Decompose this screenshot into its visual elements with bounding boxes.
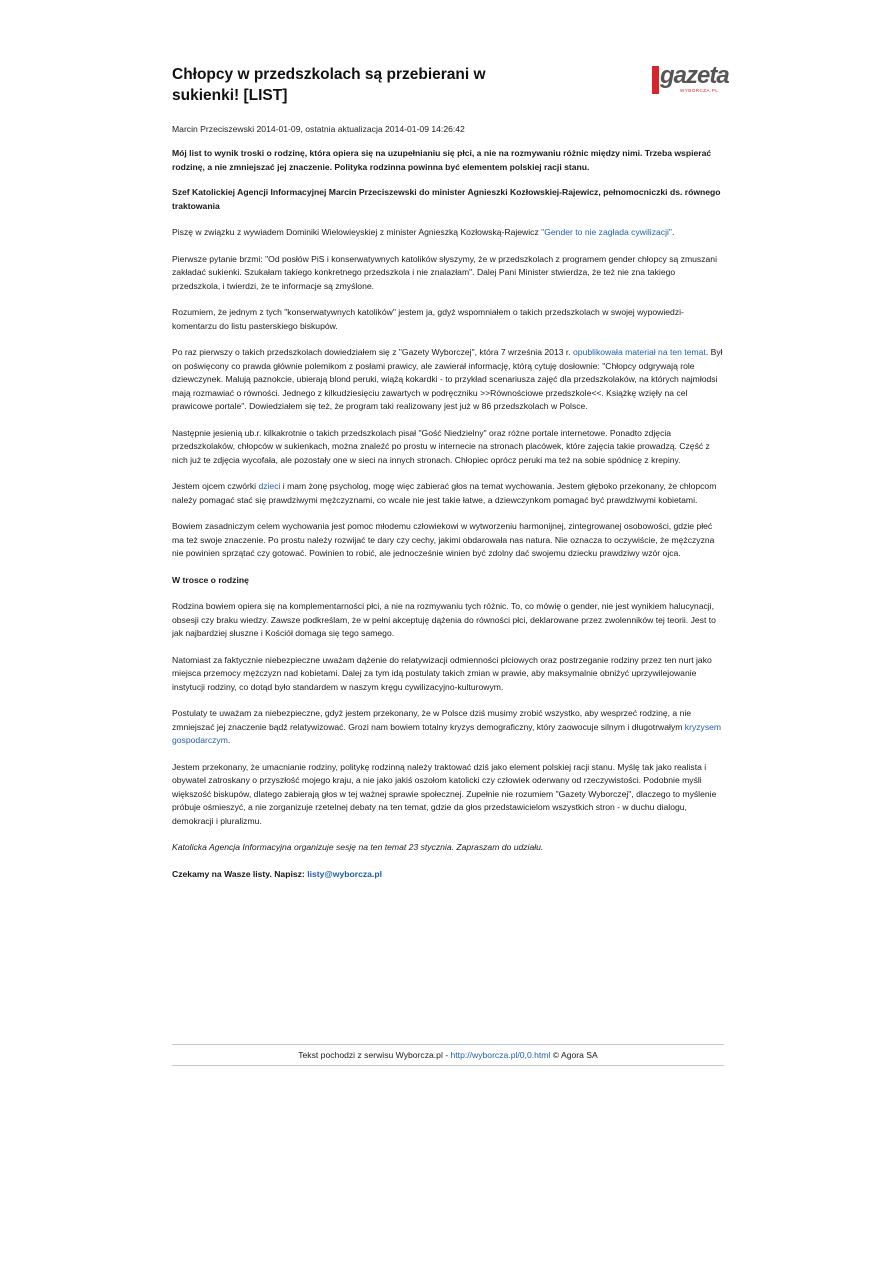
section-heading: W trosce o rodzinę bbox=[172, 574, 249, 585]
p4-text-a: Po raz pierwszy o takich przedszkolach dowiedziałem się z "Gazety Wyborczej", która 7 września 2013 r. bbox=[172, 347, 574, 357]
p10-link[interactable]: kryzysem gospodarczym bbox=[172, 721, 722, 745]
footer bbox=[172, 1044, 724, 1066]
p4-link[interactable]: opublikowała materiał na ten temat bbox=[573, 347, 706, 357]
article-meta: Marcin Przeciszewski 2014-01-09, ostatnia aktualizacja 2014-01-09 14:26:42 bbox=[172, 124, 465, 134]
p6-link[interactable]: dzieci bbox=[258, 481, 281, 491]
gazeta-logo[interactable] bbox=[652, 62, 729, 96]
logo-bar bbox=[652, 66, 659, 94]
logo-word: gazeta bbox=[660, 62, 729, 89]
closing-bold-b: . Napisz: bbox=[269, 868, 308, 879]
article bbox=[172, 62, 729, 881]
paragraph-7: Bowiem zasadniczym celem wychowania jest pomoc młodemu człowiekowi w wytworzeniu harmonijnej, zintegrowanej osobowości, gdzie płeć ma też swoje znaczenie. Po prostu należy rozwijać te dary czy cechy, jakimi obdarowała nas natura. Nie oznacza to oczywiście, że mężczyzna nie powinien sprzątać czy gotować. Powinien to robić, ale jednocześnie winien być zdolny dać swojemu dziecku prawdziwy wzór ojca. bbox=[172, 521, 715, 558]
paragraph-4 bbox=[172, 346, 724, 414]
paragraph-11: Jestem przekonany, że umacnianie rodziny, politykę rodzinną należy traktować dziś jako element polskiej racji stanu. Myślę tak jako realista i obywatel zatroskany o przyszłość mojego kraju, a nie jako jakiś oszołom katolicki czy człowiek oderwany od rzeczywistości. Podobnie myśli większość biskupów, dlatego zabierają głos w tej ważnej sprawie społecznej. Zupełnie nie rozumiem "Gazety Wyborczej", dlaczego to myślenie próbuje ośmieszyć, a nie zorganizuje rzetelnej debaty na ten temat, gdzie da głos przedstawicielom wszystkich stron - w duchu dialogu, demokracji i pluralizmu. bbox=[172, 761, 717, 826]
paragraph-3: Rozumiem, że jednym z tych "konserwatywnych katolików" jestem ja, gdyż wspomniałem o takich przedszkolach w swojej wypowiedzi-komentarzu do listu pasterskiego biskupów. bbox=[172, 307, 684, 331]
closing-line bbox=[172, 868, 724, 882]
paragraph-9: Natomiast za faktycznie niebezpieczne uważam dążenie do relatywizacji odmienności płciowych oraz postrzeganie rodziny przez ten nurt jako miejsca przemocy mężczyzn nad kobietami. Dalej za tym idą postulaty takich zmian w prawie, aby maksymalnie obniżyć uprzywilejowanie instytucji rodziny, co dotąd było standardem w naszym kręgu cywilizacyjno-kulturowym. bbox=[172, 654, 712, 692]
email-link[interactable]: listy@wyborcza.pl bbox=[307, 868, 382, 879]
footer-text-b: © Agora SA bbox=[550, 1050, 598, 1060]
p10-text-b: . bbox=[227, 735, 231, 745]
article-lead: Mój list to wynik troski o rodzinę, która opiera się na uzupełnianiu się płci, a nie na rozmywaniu różnic między nimi. Trzeba wspierać rodzinę, a nie zmniejszać jej znaczenie. Polityka rodzinna powinna być elementem polskiej racji stanu. bbox=[172, 148, 712, 172]
article-subhead: Szef Katolickiej Agencji Informacyjnej Marcin Przeciszewski do minister Agnieszki Kozłowskiej-Rajewicz, pełnomocniczki ds. równego traktowania bbox=[172, 187, 721, 211]
p1-text-b: . bbox=[671, 227, 675, 237]
footer-text-a: Tekst pochodzi z serwisu Wyborcza.pl - bbox=[298, 1050, 451, 1060]
p6-text-b: i mam żonę psycholog, mogę więc zabierać głos na temat wychowania. Jestem głęboko przekonany, że chłopcom należy pomagać stać się prawdziwymi mężczyznami, co wcale nie jest takie łatwe, a dziewczynkom pomagać być prawdziwymi kobietami. bbox=[172, 481, 717, 505]
paragraph-2: Pierwsze pytanie brzmi: "Od posłów PiS i konserwatywnych katolików słyszymy, że w przedszkolach z programem gender chłopcy są zmuszani zakładać sukienki. Szukałam takiego konkretnego przedszkola i nie znalazłam". Dalej Pani Minister stwierdza, że też nie zna takiego przedszkola, i twierdzi, że te informacje są zmyślone. bbox=[172, 253, 717, 291]
paragraph-6 bbox=[172, 480, 724, 507]
paragraph-12: Katolicka Agencja Informacyjna organizuje sesję na ten temat 23 stycznia. Zapraszam do udziału. bbox=[172, 842, 544, 852]
paragraph-10 bbox=[172, 707, 724, 748]
article-title: Chłopcy w przedszkolach są przebierani w sukienki! [LIST] bbox=[172, 66, 486, 104]
p1-text-a: Piszę w związku z wywiadem Dominiki Wielowieyskiej z minister Agnieszką Kozłowską-Rajewicz bbox=[172, 227, 542, 237]
p6-text-a: Jestem ojcem czwórki bbox=[172, 481, 259, 491]
closing-bold: Czekamy na Wasze listy bbox=[172, 868, 270, 879]
footer-link[interactable]: http://wyborcza.pl/0,0.html bbox=[450, 1050, 551, 1060]
paragraph-8: Rodzina bowiem opiera się na komplementarności płci, a nie na rozmywaniu tych różnic. To, co mówię o gender, nie jest wynikiem halucynacji, obsesji czy braku wiedzy. Zawsze podkreślam, że w pełni akceptuję dążenia do równości płci, deklarowane przez zwolenników tej teorii. Jest to jak najbardziej słuszne i Kościół domaga się tego samego. bbox=[172, 601, 716, 638]
paragraph-5: Następnie jesienią ub.r. kilkakrotnie o takich przedszkolach pisał "Gość Niedzielny" oraz różne portale internetowe. Ponadto zdjęcia przedszkolaków, chłopców w sukienkach, można znaleźć po prostu w internecie na stronach placówek, które zajęcia takie prowadzą. Część z nich już te zdjęcia wycofała, ale pozostały one w sieci na innych stronach. Chłopiec oprócz peruki ma też na sobie spódnicę z krepiny. bbox=[172, 427, 710, 465]
paragraph-1 bbox=[172, 226, 724, 240]
p10-text-a: Postulaty te uważam za niebezpieczne, gdyż jestem przekonany, że w Polsce dziś musimy zrobić wszystko, aby wesprzeć rodzinę, a nie zmniejszać jej znaczenie bądź relatywizować. Grozi nam bowiem totalny kryzys demograficzny, który zaowocuje silnym i długotrwałym bbox=[172, 708, 692, 732]
logo-sub: WYBORCZA.PL bbox=[680, 88, 719, 93]
p1-link[interactable]: "Gender to nie zagłada cywilizacji" bbox=[541, 227, 672, 237]
p4-text-b: . Był on poświęcony co prawda głównie polemikom z posłami prawicy, ale zawierał informację, którą cytuję dosłownie: "Chłopcy odgrywają role dziewczynek. Malują paznokcie, ubierają blond peruki, wiążą kokardki - to przykład scenariusza zajęć dla przedszkolaków, na których najmłodsi mają rozmawiać o równości. Jednego z kilkudziesięciu zawartych w podręczniku >>Równościowe przedszkole<<. Książkę wzięły na cel prawicowe portale". Dowiedziałem się też, że program taki realizowany jest już w 86 przedszkolach w Polsce. bbox=[172, 347, 723, 411]
